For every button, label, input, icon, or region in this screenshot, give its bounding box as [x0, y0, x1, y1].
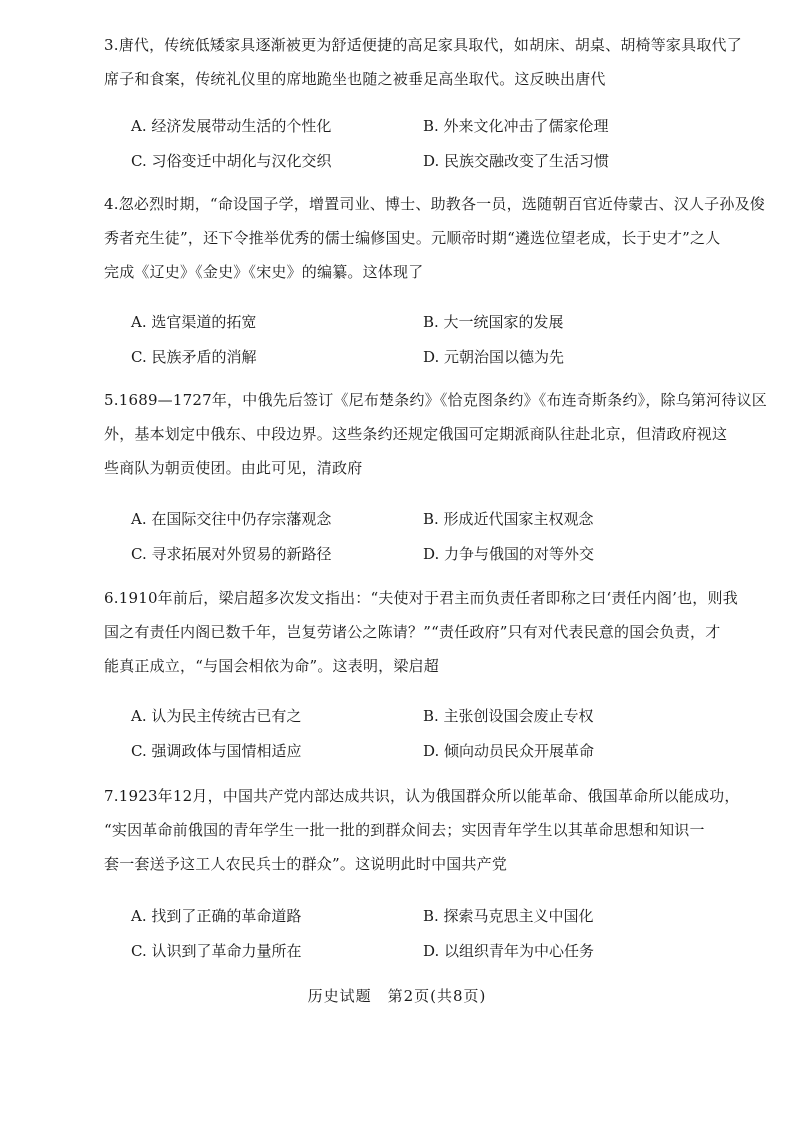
option-c: C. 习俗变迁中胡化与汉化交织: [131, 152, 332, 170]
option-b: B. 探索马克思主义中国化: [423, 907, 594, 925]
option-b: B. 形成近代国家主权观念: [423, 510, 594, 528]
question-4-stem: [104, 187, 765, 289]
option-c: C. 寻求拓展对外贸易的新路径: [131, 545, 332, 563]
question-text-line: 席子和食案，传统礼仪里的席地跪坐也随之被垂足高坐取代。这反映出唐代: [104, 70, 606, 88]
option-a: A. 找到了正确的革命道路: [131, 907, 302, 925]
question-7-options: [131, 899, 691, 969]
question-text-line: 秀者充生徒”，还下令推举优秀的儒士编修国史。元顺帝时期“遴选位望老成，长于史才”之人: [104, 229, 721, 247]
question-text-line: 4.忽必烈时期，“命设国子学，增置司业、博士、助教各一员，选随朝百官近侍蒙古、汉人子孙及俊: [104, 195, 765, 213]
option-a: A. 选官渠道的拓宽: [131, 313, 257, 331]
option-a: A. 在国际交往中仍存宗藩观念: [131, 510, 332, 528]
option-d: D. 民族交融改变了生活习惯: [423, 152, 610, 170]
question-text-line: 些商队为朝贡使团。由此可见，清政府: [104, 459, 363, 477]
option-a: A. 经济发展带动生活的个性化: [131, 117, 332, 135]
question-text-line: 能真正成立，“与国会相依为命”。这表明，梁启超: [104, 657, 439, 675]
question-text-line: 国之有责任内阁已数千年，岂复劳诸公之陈请？”“责任政府”只有对代表民意的国会负责，才: [104, 623, 721, 641]
question-text-line: 6.1910年前后，梁启超多次发文指出：“夫使对于君主而负责任者即称之曰‘责任内阁’也，则我: [104, 589, 738, 607]
question-3-stem: [104, 28, 742, 96]
question-3-options: [131, 109, 691, 179]
option-c: C. 认识到了革命力量所在: [131, 942, 302, 960]
question-text-line: 完成《辽史》《金史》《宋史》的编纂。这体现了: [104, 263, 424, 281]
question-6-options: [131, 699, 691, 769]
question-text-line: 3.唐代，传统低矮家具逐渐被更为舒适便捷的高足家具取代，如胡床、胡桌、胡椅等家具取代了: [104, 36, 742, 54]
question-6-stem: [104, 581, 738, 683]
option-b: B. 主张创设国会废止专权: [423, 707, 594, 725]
question-5-stem: [104, 383, 767, 485]
question-text-line: 套一套送予这工人农民兵士的群众”。这说明此时中国共产党: [104, 855, 508, 873]
question-text-line: 5.1689—1727年，中俄先后签订《尼布楚条约》《恰克图条约》《布连奇斯条约》，除乌第河待议区: [104, 391, 767, 409]
page-footer: 历史试题 第2页(共8页): [307, 987, 487, 1005]
option-a: A. 认为民主传统古已有之: [131, 707, 302, 725]
question-text-line: 7.1923年12月，中国共产党内部达成共识，认为俄国群众所以能革命、俄国革命所以能成功，: [104, 787, 740, 805]
question-7-stem: [104, 779, 740, 881]
option-d: D. 元朝治国以德为先: [423, 348, 565, 366]
option-d: D. 倾向动员民众开展革命: [423, 742, 595, 760]
question-text-line: 外，基本划定中俄东、中段边界。这些条约还规定俄国可定期派商队往赴北京，但清政府视这: [104, 425, 728, 443]
option-c: C. 强调政体与国情相适应: [131, 742, 302, 760]
option-b: B. 大一统国家的发展: [423, 313, 564, 331]
option-c: C. 民族矛盾的消解: [131, 348, 257, 366]
option-d: D. 力争与俄国的对等外交: [423, 545, 595, 563]
option-d: D. 以组织青年为中心任务: [423, 942, 595, 960]
question-4-options: [131, 305, 691, 375]
question-5-options: [131, 502, 691, 572]
option-b: B. 外来文化冲击了儒家伦理: [423, 117, 609, 135]
question-text-line: “实因革命前俄国的青年学生一批一批的到群众间去；实因青年学生以其革命思想和知识一: [104, 821, 705, 839]
